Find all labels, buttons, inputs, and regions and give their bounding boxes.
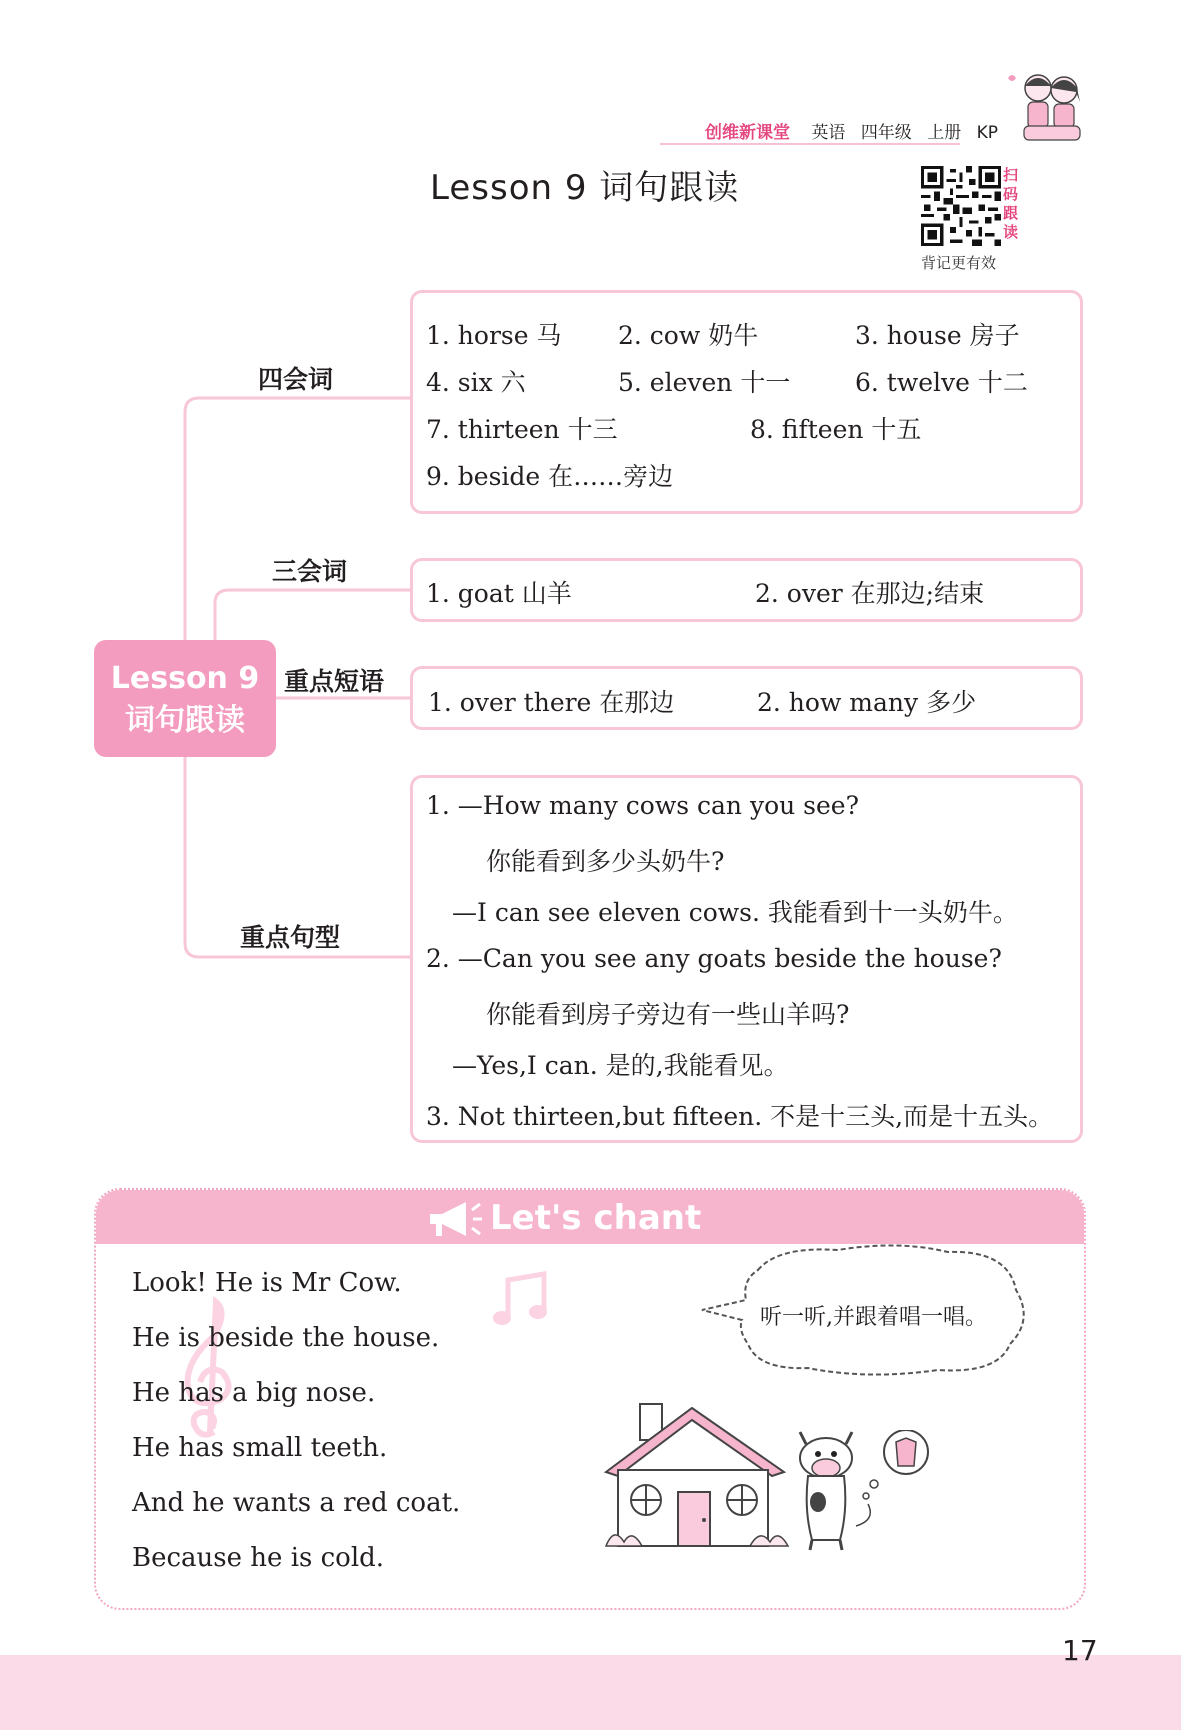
mindmap-center-node <box>94 640 276 757</box>
chant-line: He is beside the house. <box>132 1323 440 1353</box>
word-item: 2. cow 奶牛 <box>618 321 759 350</box>
center-line2: 词句跟读 <box>125 703 245 738</box>
phrase-item: 1. over there 在那边 <box>428 688 675 717</box>
qr-side-text <box>1003 166 1023 242</box>
page-title: Lesson 9 词句跟读 <box>430 168 740 208</box>
word-item: 4. six 六 <box>426 368 526 397</box>
branch-label-key-phrases: 重点短语 <box>284 667 385 696</box>
phrase-item: 2. how many 多少 <box>757 688 977 717</box>
sentence-line: 你能看到多少头奶牛? <box>486 847 725 876</box>
center-line1: Lesson 9 <box>110 661 260 696</box>
qr-side-char: 码 <box>1003 185 1019 203</box>
chant-line: He has small teeth. <box>132 1433 388 1463</box>
chant-title: Let's chant <box>490 1198 702 1238</box>
qr-side-char: 扫 <box>1003 166 1019 184</box>
subject-label: 英语 <box>811 123 846 143</box>
chant-line: And he wants a red coat. <box>132 1488 461 1518</box>
qr-side-char: 读 <box>1003 223 1019 241</box>
volume-label: 上册 <box>927 123 962 143</box>
house-illustration <box>600 1396 790 1552</box>
sentence-line: —I can see eleven cows. 我能看到十一头奶牛。 <box>452 898 1018 927</box>
word-item: 3. house 房子 <box>855 321 1020 350</box>
qr-side-char: 跟 <box>1003 204 1019 222</box>
word-item: 1. horse 马 <box>426 321 562 350</box>
edition-label: KP <box>976 123 999 143</box>
chant-line: Because he is cold. <box>132 1543 385 1573</box>
word-item: 1. goat 山羊 <box>426 579 572 608</box>
brand-name: 创维新课堂 <box>705 123 790 143</box>
header-divider <box>660 143 960 145</box>
word-item: 8. fifteen 十五 <box>750 415 922 444</box>
chant-line: Look! He is Mr Cow. <box>132 1268 402 1298</box>
qr-caption: 背记更有效 <box>921 254 997 272</box>
word-item: 7. thirteen 十三 <box>426 415 618 444</box>
bottom-decor-band <box>0 1655 1181 1730</box>
word-item: 6. twelve 十二 <box>855 368 1028 397</box>
cow-illustration <box>796 1430 936 1556</box>
word-item: 5. eleven 十一 <box>618 368 791 397</box>
treble-clef-icon <box>170 1292 250 1442</box>
sentence-line: 2. —Can you see any goats beside the house? <box>426 944 1002 973</box>
grade-label: 四年级 <box>860 123 912 143</box>
word-item: 2. over 在那边;结束 <box>755 579 985 608</box>
sentence-line: 1. —How many cows can you see? <box>426 791 860 820</box>
children-illustration <box>1000 66 1100 154</box>
chant-line: He has a big nose. <box>132 1378 376 1408</box>
word-item: 9. beside 在……旁边 <box>426 462 674 491</box>
sentence-line: —Yes,I can. 是的,我能看见。 <box>452 1051 789 1080</box>
branch-label-four-skill-words: 四会词 <box>258 365 334 394</box>
sentence-line: 你能看到房子旁边有一些山羊吗? <box>486 1000 850 1029</box>
speech-bubble-text: 听一听,并跟着唱一唱。 <box>760 1305 987 1330</box>
qr-code-icon[interactable] <box>921 166 1001 246</box>
page-number: 17 <box>1062 1634 1098 1667</box>
sentence-line: 3. Not thirteen,but fifteen. 不是十三头,而是十五头。 <box>426 1102 1054 1131</box>
branch-label-three-skill-words: 三会词 <box>272 557 348 586</box>
branch-label-key-sentences: 重点句型 <box>240 923 341 952</box>
megaphone-icon <box>426 1198 484 1240</box>
running-header <box>705 118 1008 143</box>
music-note-icon <box>490 1270 552 1330</box>
